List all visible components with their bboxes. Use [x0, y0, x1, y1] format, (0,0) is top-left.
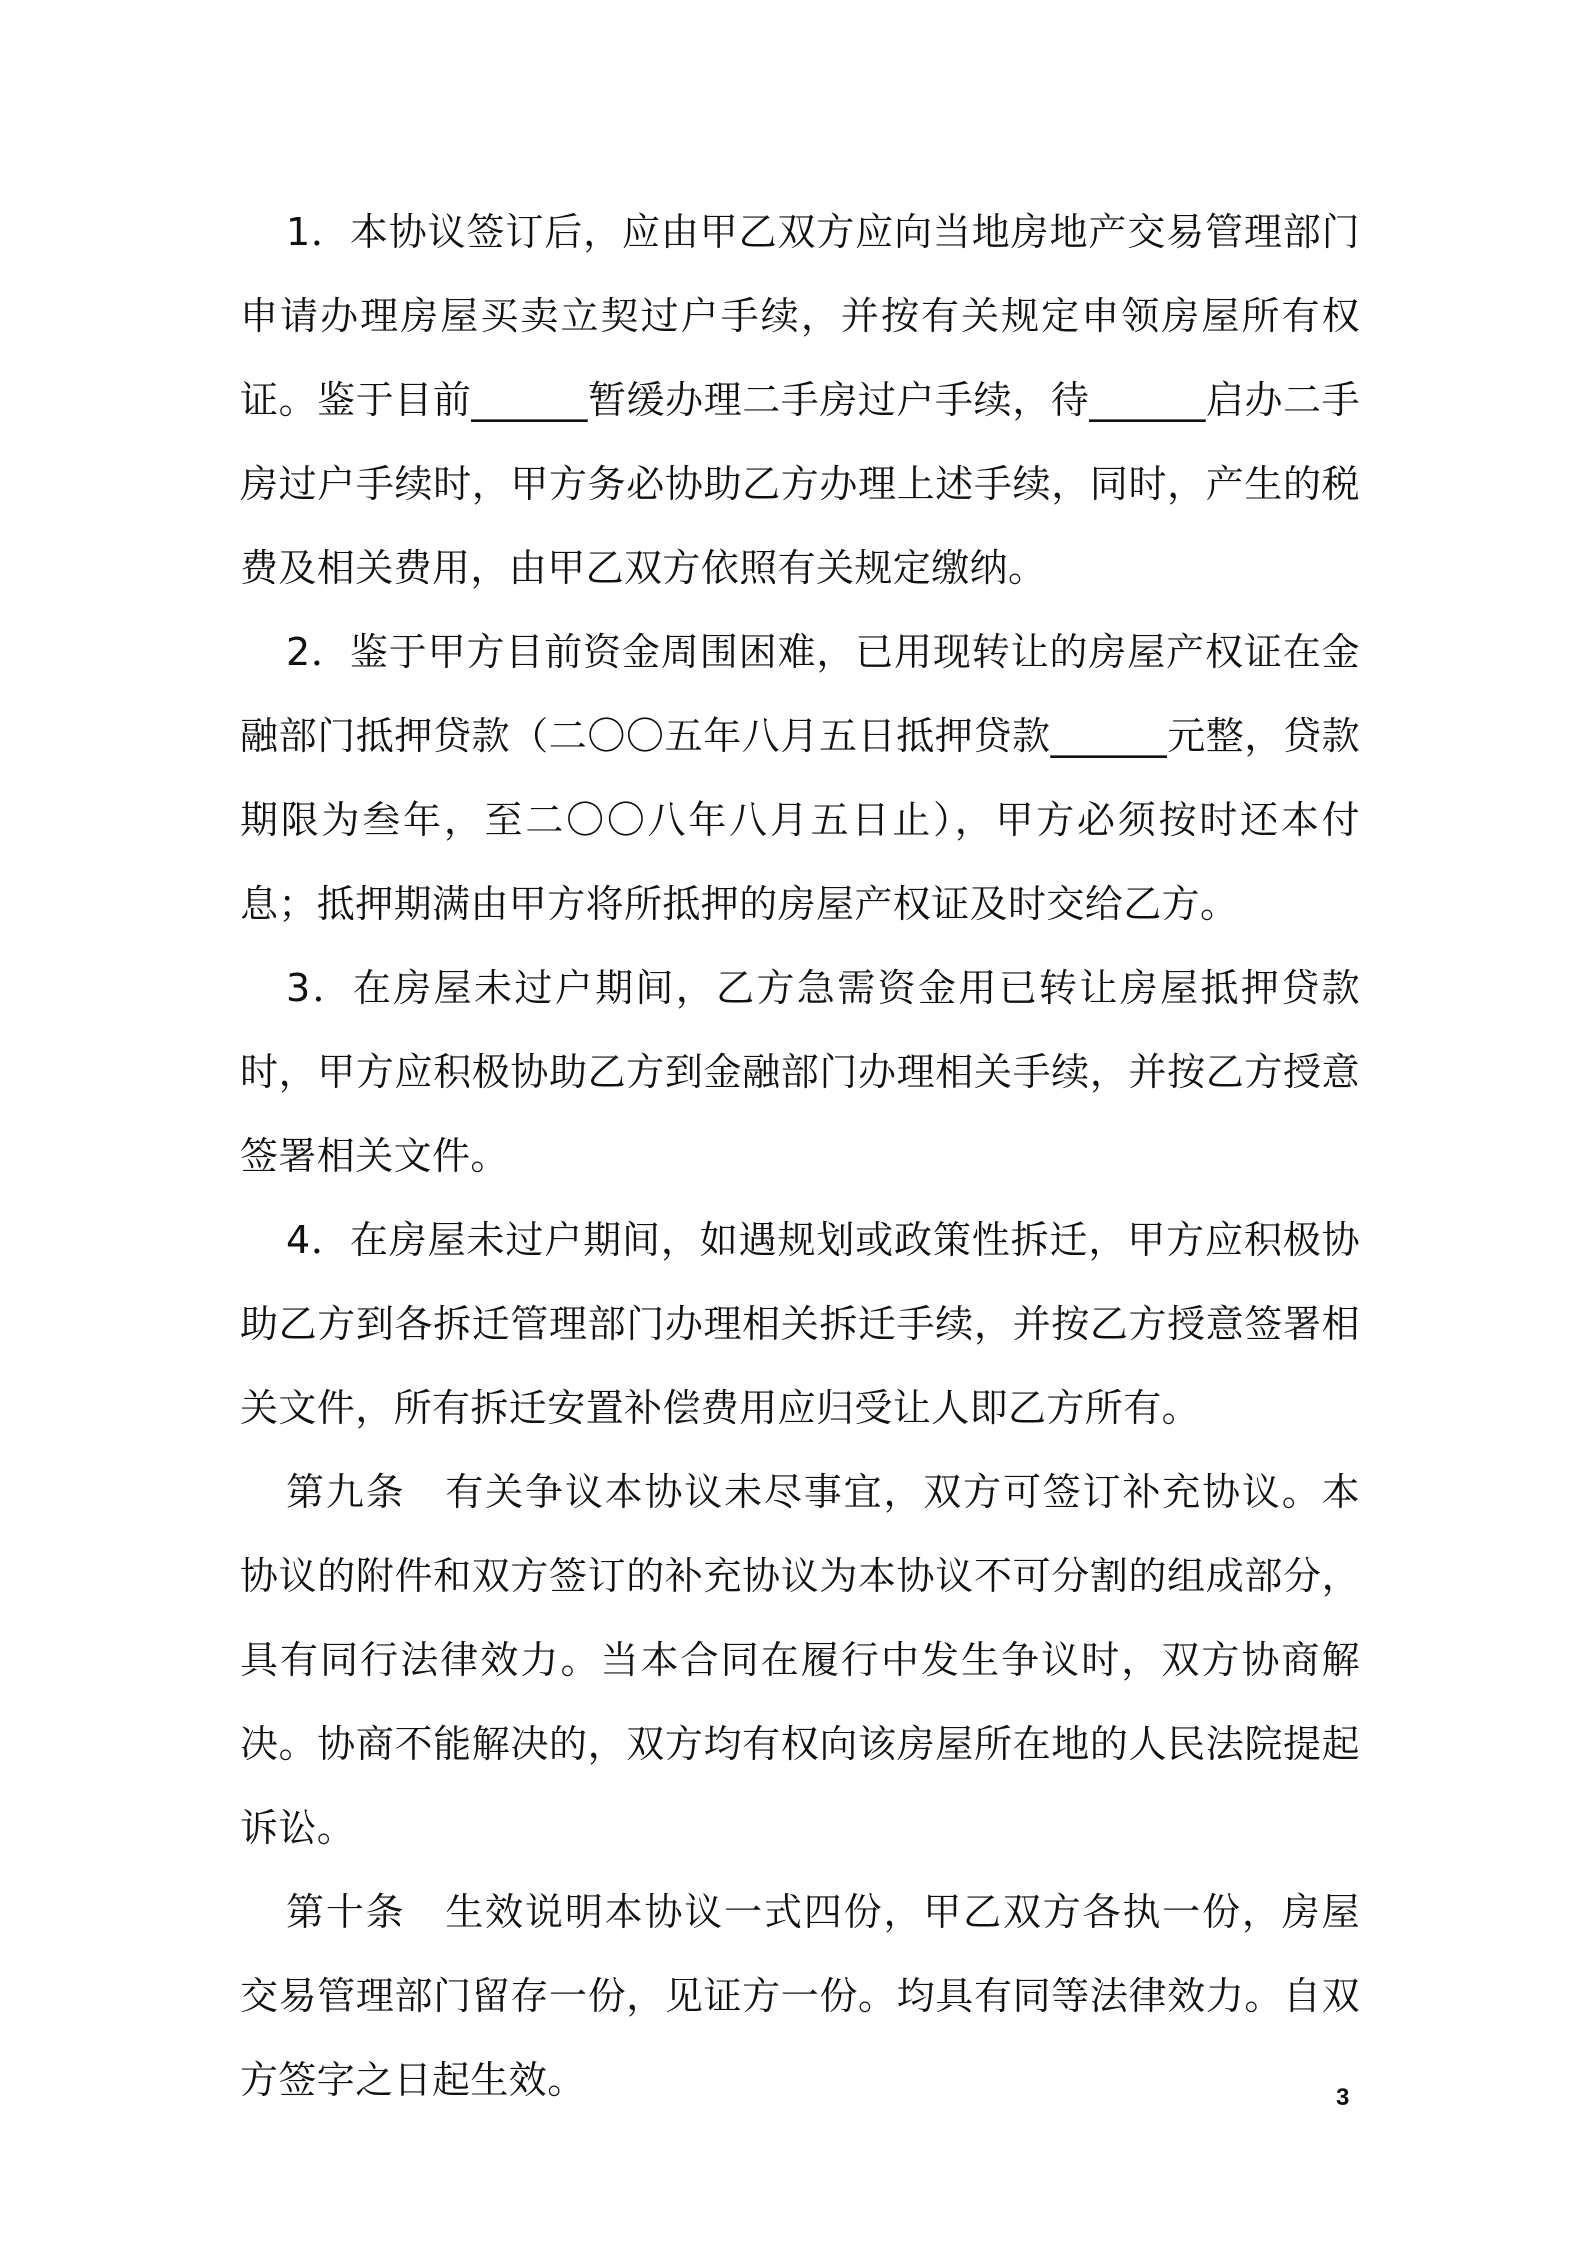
paragraph-clause-2: 2．鉴于甲方目前资金周围困难，已用现转让的房屋产权证在金融部门抵押贷款（二〇〇五年八月五日抵押贷款______元整，贷款期限为叁年，至二〇〇八年八月五日止），甲方必须按时还本付息；抵押期满由甲方将所抵押的房屋产权证及时交给乙方。	[240, 630, 1360, 926]
paragraph-clause-1: 1．本协议签订后，应由甲乙双方应向当地房地产交易管理部门申请办理房屋买卖立契过户手续，并按有关规定申领房屋所有权证。鉴于目前______暂缓办理二手房过户手续，待______启办二手房过户手续时，甲方务必协助乙方办理上述手续，同时，产生的税费及相关费用，由甲乙双方依照有关规定缴纳。	[240, 210, 1360, 590]
page-number: 3	[1336, 2084, 1350, 2111]
paragraph-article-9: 第九条 有关争议本协议未尽事宜，双方可签订补充协议。本协议的附件和双方签订的补充协议为本协议不可分割的组成部分，具有同行法律效力。当本合同在履行中发生争议时，双方协商解决。协商不能解决的，双方均有权向该房屋所在地的人民法院提起诉讼。	[240, 1470, 1360, 1850]
paragraph-clause-4: 4．在房屋未过户期间，如遇规划或政策性拆迁，甲方应积极协助乙方到各拆迁管理部门办理相关拆迁手续，并按乙方授意签署相关文件，所有拆迁安置补偿费用应归受让人即乙方所有。	[240, 1218, 1360, 1430]
paragraph-article-10: 第十条 生效说明本协议一式四份，甲乙双方各执一份，房屋交易管理部门留存一份，见证方一份。均具有同等法律效力。自双方签字之日起生效。	[240, 1890, 1360, 2102]
document-body	[240, 190, 1360, 2122]
paragraph-clause-3: 3．在房屋未过户期间，乙方急需资金用已转让房屋抵押贷款时，甲方应积极协助乙方到金融部门办理相关手续，并按乙方授意签署相关文件。	[240, 966, 1360, 1178]
